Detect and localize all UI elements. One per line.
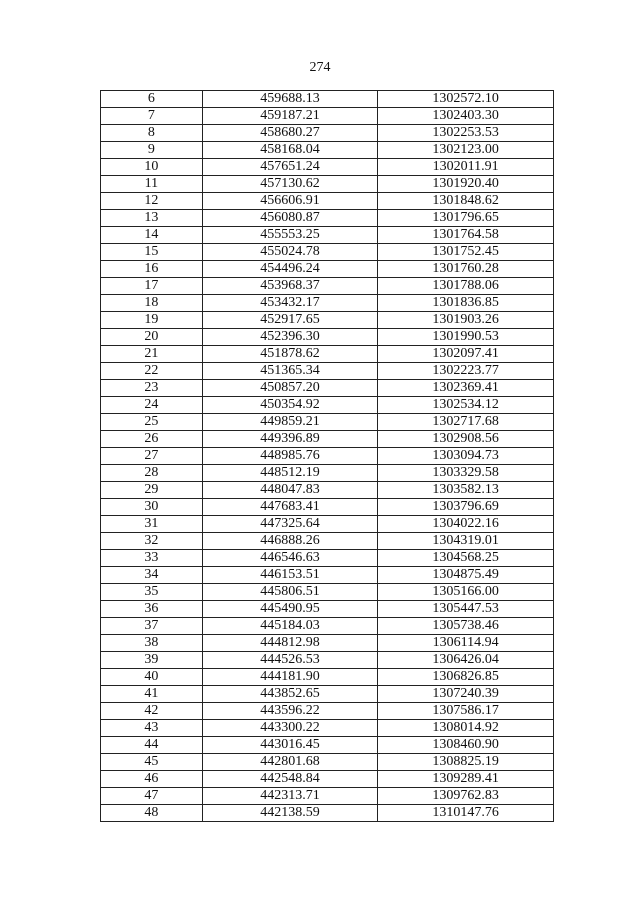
y-coordinate-cell: 1302123.00 — [378, 142, 554, 159]
y-coordinate-cell: 1303094.73 — [378, 448, 554, 465]
x-coordinate-cell: 451878.62 — [202, 346, 378, 363]
table-row — [101, 261, 554, 278]
point-number-cell: 13 — [101, 210, 203, 227]
table-row — [101, 295, 554, 312]
table-row — [101, 533, 554, 550]
x-coordinate-cell: 444181.90 — [202, 669, 378, 686]
point-number-cell: 30 — [101, 499, 203, 516]
x-coordinate-cell: 447683.41 — [202, 499, 378, 516]
table-row — [101, 703, 554, 720]
point-number-cell: 36 — [101, 601, 203, 618]
point-number-cell: 35 — [101, 584, 203, 601]
table-row — [101, 516, 554, 533]
x-coordinate-cell: 442801.68 — [202, 754, 378, 771]
table-row — [101, 652, 554, 669]
x-coordinate-cell: 453432.17 — [202, 295, 378, 312]
table-row — [101, 176, 554, 193]
x-coordinate-cell: 448985.76 — [202, 448, 378, 465]
y-coordinate-cell: 1303582.13 — [378, 482, 554, 499]
x-coordinate-cell: 445184.03 — [202, 618, 378, 635]
table-row — [101, 312, 554, 329]
point-number-cell: 33 — [101, 550, 203, 567]
x-coordinate-cell: 452396.30 — [202, 329, 378, 346]
point-number-cell: 34 — [101, 567, 203, 584]
point-number-cell: 44 — [101, 737, 203, 754]
point-number-cell: 7 — [101, 108, 203, 125]
table-row — [101, 363, 554, 380]
x-coordinate-cell: 446153.51 — [202, 567, 378, 584]
y-coordinate-cell: 1309289.41 — [378, 771, 554, 788]
y-coordinate-cell: 1302403.30 — [378, 108, 554, 125]
x-coordinate-cell: 458168.04 — [202, 142, 378, 159]
y-coordinate-cell: 1307240.39 — [378, 686, 554, 703]
point-number-cell: 29 — [101, 482, 203, 499]
x-coordinate-cell: 446546.63 — [202, 550, 378, 567]
x-coordinate-cell: 444526.53 — [202, 652, 378, 669]
x-coordinate-cell: 457130.62 — [202, 176, 378, 193]
table-row — [101, 448, 554, 465]
x-coordinate-cell: 443016.45 — [202, 737, 378, 754]
y-coordinate-cell: 1304875.49 — [378, 567, 554, 584]
y-coordinate-cell: 1305447.53 — [378, 601, 554, 618]
x-coordinate-cell: 442313.71 — [202, 788, 378, 805]
table-row — [101, 584, 554, 601]
y-coordinate-cell: 1302534.12 — [378, 397, 554, 414]
point-number-cell: 31 — [101, 516, 203, 533]
point-number-cell: 37 — [101, 618, 203, 635]
y-coordinate-cell: 1302097.41 — [378, 346, 554, 363]
y-coordinate-cell: 1309762.83 — [378, 788, 554, 805]
table-row — [101, 380, 554, 397]
point-number-cell: 48 — [101, 805, 203, 822]
table-row — [101, 686, 554, 703]
table-row — [101, 635, 554, 652]
point-number-cell: 10 — [101, 159, 203, 176]
coordinates-table-body — [101, 91, 554, 822]
point-number-cell: 40 — [101, 669, 203, 686]
table-row — [101, 465, 554, 482]
y-coordinate-cell: 1301848.62 — [378, 193, 554, 210]
y-coordinate-cell: 1307586.17 — [378, 703, 554, 720]
point-number-cell: 24 — [101, 397, 203, 414]
y-coordinate-cell: 1301836.85 — [378, 295, 554, 312]
point-number-cell: 8 — [101, 125, 203, 142]
x-coordinate-cell: 443852.65 — [202, 686, 378, 703]
table-row — [101, 618, 554, 635]
point-number-cell: 23 — [101, 380, 203, 397]
table-row — [101, 278, 554, 295]
x-coordinate-cell: 449396.89 — [202, 431, 378, 448]
y-coordinate-cell: 1302253.53 — [378, 125, 554, 142]
y-coordinate-cell: 1308460.90 — [378, 737, 554, 754]
point-number-cell: 32 — [101, 533, 203, 550]
y-coordinate-cell: 1310147.76 — [378, 805, 554, 822]
x-coordinate-cell: 443596.22 — [202, 703, 378, 720]
x-coordinate-cell: 444812.98 — [202, 635, 378, 652]
y-coordinate-cell: 1301760.28 — [378, 261, 554, 278]
x-coordinate-cell: 457651.24 — [202, 159, 378, 176]
x-coordinate-cell: 448512.19 — [202, 465, 378, 482]
table-row — [101, 805, 554, 822]
table-row — [101, 346, 554, 363]
table-row — [101, 397, 554, 414]
table-row — [101, 414, 554, 431]
y-coordinate-cell: 1303796.69 — [378, 499, 554, 516]
table-row — [101, 482, 554, 499]
point-number-cell: 15 — [101, 244, 203, 261]
table-row — [101, 125, 554, 142]
point-number-cell: 26 — [101, 431, 203, 448]
x-coordinate-cell: 455553.25 — [202, 227, 378, 244]
table-row — [101, 669, 554, 686]
y-coordinate-cell: 1304568.25 — [378, 550, 554, 567]
point-number-cell: 19 — [101, 312, 203, 329]
y-coordinate-cell: 1301796.65 — [378, 210, 554, 227]
x-coordinate-cell: 458680.27 — [202, 125, 378, 142]
table-row — [101, 227, 554, 244]
y-coordinate-cell: 1306426.04 — [378, 652, 554, 669]
y-coordinate-cell: 1302223.77 — [378, 363, 554, 380]
page-number: 274 — [309, 60, 331, 75]
x-coordinate-cell: 445806.51 — [202, 584, 378, 601]
point-number-cell: 14 — [101, 227, 203, 244]
y-coordinate-cell: 1305738.46 — [378, 618, 554, 635]
point-number-cell: 21 — [101, 346, 203, 363]
y-coordinate-cell: 1308825.19 — [378, 754, 554, 771]
table-row — [101, 159, 554, 176]
y-coordinate-cell: 1301990.53 — [378, 329, 554, 346]
y-coordinate-cell: 1301752.45 — [378, 244, 554, 261]
point-number-cell: 41 — [101, 686, 203, 703]
y-coordinate-cell: 1301903.26 — [378, 312, 554, 329]
y-coordinate-cell: 1304022.16 — [378, 516, 554, 533]
y-coordinate-cell: 1302572.10 — [378, 91, 554, 108]
table-row — [101, 91, 554, 108]
table-row — [101, 737, 554, 754]
x-coordinate-cell: 455024.78 — [202, 244, 378, 261]
point-number-cell: 27 — [101, 448, 203, 465]
table-row — [101, 244, 554, 261]
table-row — [101, 329, 554, 346]
point-number-cell: 9 — [101, 142, 203, 159]
table-row — [101, 788, 554, 805]
x-coordinate-cell: 447325.64 — [202, 516, 378, 533]
x-coordinate-cell: 450857.20 — [202, 380, 378, 397]
x-coordinate-cell: 451365.34 — [202, 363, 378, 380]
point-number-cell: 47 — [101, 788, 203, 805]
x-coordinate-cell: 459187.21 — [202, 108, 378, 125]
table-row — [101, 601, 554, 618]
point-number-cell: 28 — [101, 465, 203, 482]
table-row — [101, 193, 554, 210]
x-coordinate-cell: 456080.87 — [202, 210, 378, 227]
point-number-cell: 11 — [101, 176, 203, 193]
point-number-cell: 46 — [101, 771, 203, 788]
x-coordinate-cell: 446888.26 — [202, 533, 378, 550]
point-number-cell: 22 — [101, 363, 203, 380]
y-coordinate-cell: 1302908.56 — [378, 431, 554, 448]
coordinates-table — [100, 90, 554, 822]
x-coordinate-cell: 454496.24 — [202, 261, 378, 278]
x-coordinate-cell: 442138.59 — [202, 805, 378, 822]
y-coordinate-cell: 1301788.06 — [378, 278, 554, 295]
table-row — [101, 771, 554, 788]
y-coordinate-cell: 1301920.40 — [378, 176, 554, 193]
x-coordinate-cell: 449859.21 — [202, 414, 378, 431]
table-row — [101, 720, 554, 737]
point-number-cell: 45 — [101, 754, 203, 771]
y-coordinate-cell: 1302011.91 — [378, 159, 554, 176]
y-coordinate-cell: 1302717.68 — [378, 414, 554, 431]
table-row — [101, 210, 554, 227]
point-number-cell: 18 — [101, 295, 203, 312]
table-row — [101, 108, 554, 125]
point-number-cell: 38 — [101, 635, 203, 652]
y-coordinate-cell: 1306826.85 — [378, 669, 554, 686]
x-coordinate-cell: 459688.13 — [202, 91, 378, 108]
x-coordinate-cell: 453968.37 — [202, 278, 378, 295]
table-row — [101, 499, 554, 516]
x-coordinate-cell: 456606.91 — [202, 193, 378, 210]
table-row — [101, 754, 554, 771]
y-coordinate-cell: 1306114.94 — [378, 635, 554, 652]
x-coordinate-cell: 443300.22 — [202, 720, 378, 737]
point-number-cell: 20 — [101, 329, 203, 346]
y-coordinate-cell: 1302369.41 — [378, 380, 554, 397]
point-number-cell: 6 — [101, 91, 203, 108]
x-coordinate-cell: 445490.95 — [202, 601, 378, 618]
y-coordinate-cell: 1304319.01 — [378, 533, 554, 550]
table-row — [101, 431, 554, 448]
point-number-cell: 16 — [101, 261, 203, 278]
point-number-cell: 25 — [101, 414, 203, 431]
y-coordinate-cell: 1301764.58 — [378, 227, 554, 244]
point-number-cell: 17 — [101, 278, 203, 295]
table-row — [101, 567, 554, 584]
y-coordinate-cell: 1303329.58 — [378, 465, 554, 482]
x-coordinate-cell: 442548.84 — [202, 771, 378, 788]
point-number-cell: 12 — [101, 193, 203, 210]
x-coordinate-cell: 450354.92 — [202, 397, 378, 414]
x-coordinate-cell: 452917.65 — [202, 312, 378, 329]
table-row — [101, 550, 554, 567]
point-number-cell: 42 — [101, 703, 203, 720]
y-coordinate-cell: 1308014.92 — [378, 720, 554, 737]
x-coordinate-cell: 448047.83 — [202, 482, 378, 499]
point-number-cell: 39 — [101, 652, 203, 669]
y-coordinate-cell: 1305166.00 — [378, 584, 554, 601]
table-row — [101, 142, 554, 159]
point-number-cell: 43 — [101, 720, 203, 737]
